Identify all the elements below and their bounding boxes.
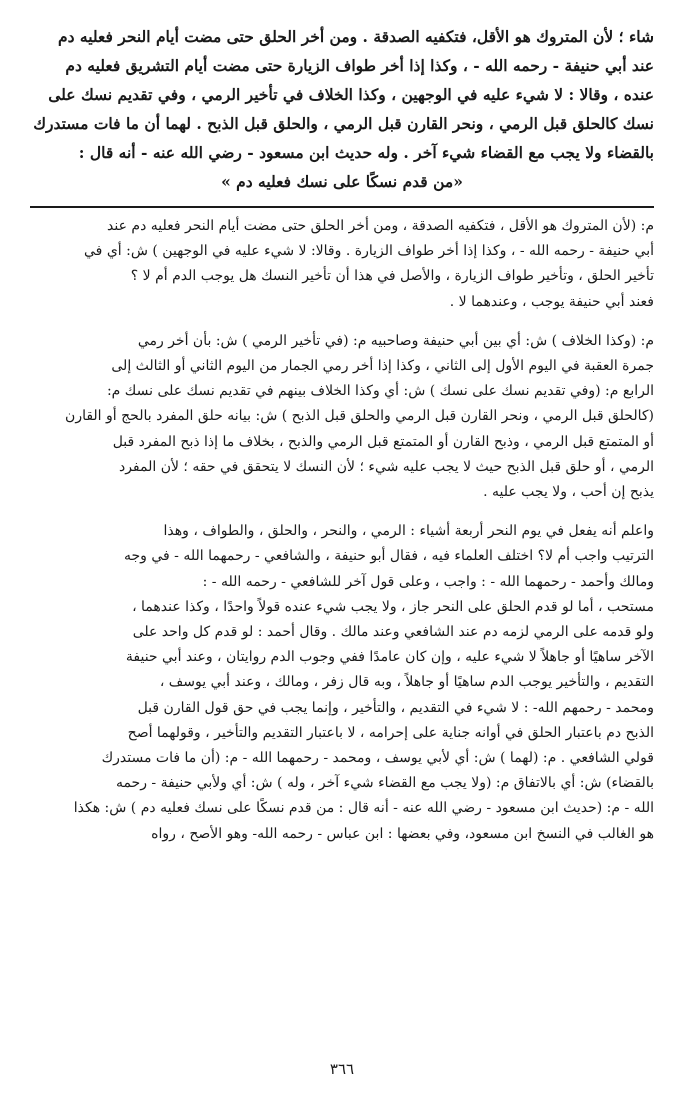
main-text-line: نسك كالحلق قبل الرمي ، ونحر القارن قبل الرمي ، والحلق قبل الذبح . لهما أن ما فات مستدرك [33,114,654,133]
main-text-line: شاء ؛ لأن المتروك هو الأقل، فتكفيه الصدقة . ومن أخر الحلق حتى مضت أيام النحر فعليه دم [57,27,654,46]
main-text-line: عند أبي حنيفة - رحمه الله - ، وكذا إذا أخر طواف الزيارة حتى مضت أيام التشريق فعليه دم [65,56,654,75]
commentary-line: أو المتمتع قبل الرمي ، وذبح القارن أو المتمتع قبل الرمي والذبح ، بخلاف ما إذا ذبح المفرد قبل [112,433,654,450]
commentary-line: مستحب ، أما لو قدم الحلق على النحر جاز ، ولا يجب شيء عنده قولاً واحدًا ، وكذا عندهما ، [132,598,654,615]
commentary-line: م: (وكذا الخلاف ) ش: أي بين أبي حنيفة وصاحبيه م: (في تأخير الرمي ) ش: بأن أخر رمي [137,332,654,349]
commentary-line: واعلم أنه يفعل في يوم النحر أربعة أشياء : الرمي ، والنحر ، والحلق ، والطواف ، وهذا [163,523,654,540]
commentary-line: هو الغالب في النسخ ابن مسعود، وفي بعضها : ابن عباس - رحمه الله- وهو الأصح ، رواه [151,825,654,842]
commentary-line: الآخر ساهيًا أو جاهلاً لا شيء عليه ، وإن كان عامدًا ففي وجوب الدم روايتان ، وعند أبي حنيفة [125,649,654,666]
commentary-line: الترتيب واجب أم لا؟ اختلف العلماء فيه ، فقال أبو حنيفة ، والشافعي - رحمهما الله - في وجه [123,548,654,565]
commentary-line: ومالك وأحمد - رحمهما الله - : واجب ، وعلى قول آخر للشافعي - رحمه الله - : [202,573,654,590]
commentary-line: قولي الشافعي . م: (لهما ) ش: أي لأبي يوسف ، ومحمد - رحمهما الله - م: (أن ما فات مستدرك [101,750,654,767]
commentary-line: ومحمد - رحمهم الله- : لا شيء في التقديم ، والتأخير ، وإنما يجب في حق قول القارن قبل [137,699,654,716]
hadith-quote: «من قدم نسكًا على نسك فعليه دم » [221,172,463,191]
commentary-line: ولو قدمه على الرمي لزمه دم عند الشافعي وعند مالك . وقال أحمد : لو قدم كل واحد على [132,624,654,641]
commentary-paragraph [30,329,654,505]
commentary-line: الذبح دم باعتبار الحلق في أوانه جناية على إحرامه ، لا باعتبار التقديم والتأخير ، وقولهما أصح [127,724,654,741]
main-text-line: عنده ، وقالا : لا شيء عليه في الوجهين ، وكذا الخلاف في تأخير الرمي ، وفي تقديم نسك على [48,85,654,104]
commentary-line: الله - م: (حديث ابن مسعود - رضي الله عنه - أنه قال : من قدم نسكًا على نسك فعليه دم ) ش: هكذا [73,800,654,817]
commentary-paragraph [30,519,654,847]
commentary-line: أبي حنيفة - رحمه الله - ، وكذا إذا أخر طواف الزيارة . وقالا: لا شيء عليه في الوجهين ) ش: أي في [84,243,654,260]
commentary-line: يذبح إن أحب ، ولا يجب عليه . [483,484,654,501]
commentary-text [30,214,654,847]
commentary-line: م: (لأن المتروك هو الأقل ، فتكفيه الصدقة ، ومن أخر الحلق حتى مضت أيام النحر فعليه دم عند [107,218,654,234]
commentary-line: (كالحلق قبل الرمي ، ونحر القارن قبل الرمي والحلق قبل الذبح ) ش: بيانه حلق المفرد بالحج أو القارن [65,408,654,425]
commentary-line: التقديم ، والتأخير يوجب الدم ساهيًا أو جاهلاً ، وبه قال زفر ، ومالك ، وعند أبي يوسف ، [159,674,654,691]
commentary-line: تأخير الحلق ، وتأخير طواف الزيارة ، والأصل في هذا أن تأخير النسك هل يوجب الدم أم لا ؟ [130,268,654,285]
commentary-line: جمرة العقبة في اليوم الأول إلى الثاني ، وكذا إذا أخر رمي الجمار من اليوم الثاني أو الثالث إلى [111,358,654,375]
main-text [30,22,654,196]
commentary-line: الرمي ، أو حلق قبل الذبح حيث لا يجب عليه شيء ؛ لأن النسك لا يتحقق في حقه ؛ لأن المفرد [118,458,654,475]
commentary-line: فعند أبي حنيفة يوجب ، وعندهما لا . [449,293,654,310]
commentary-line: بالقضاء) ش: أي بالاتفاق م: (ولا يجب مع القضاء شيء آخر ، وله ) ش: أي ولأبي حنيفة - رحمه [115,775,654,792]
commentary-line: الرابع م: (وفي تقديم نسك على نسك ) ش: أي وكذا الخلاف بينهم في تقديم نسك على نسك م: [106,383,654,400]
commentary-paragraph [30,214,654,315]
main-text-line: بالقضاء ولا يجب مع القضاء شيء آخر . وله حديث ابن مسعود - رضي الله عنه - أنه قال : [78,143,654,162]
section-divider [30,206,654,208]
page-number: ٣٦٦ [329,1060,355,1078]
